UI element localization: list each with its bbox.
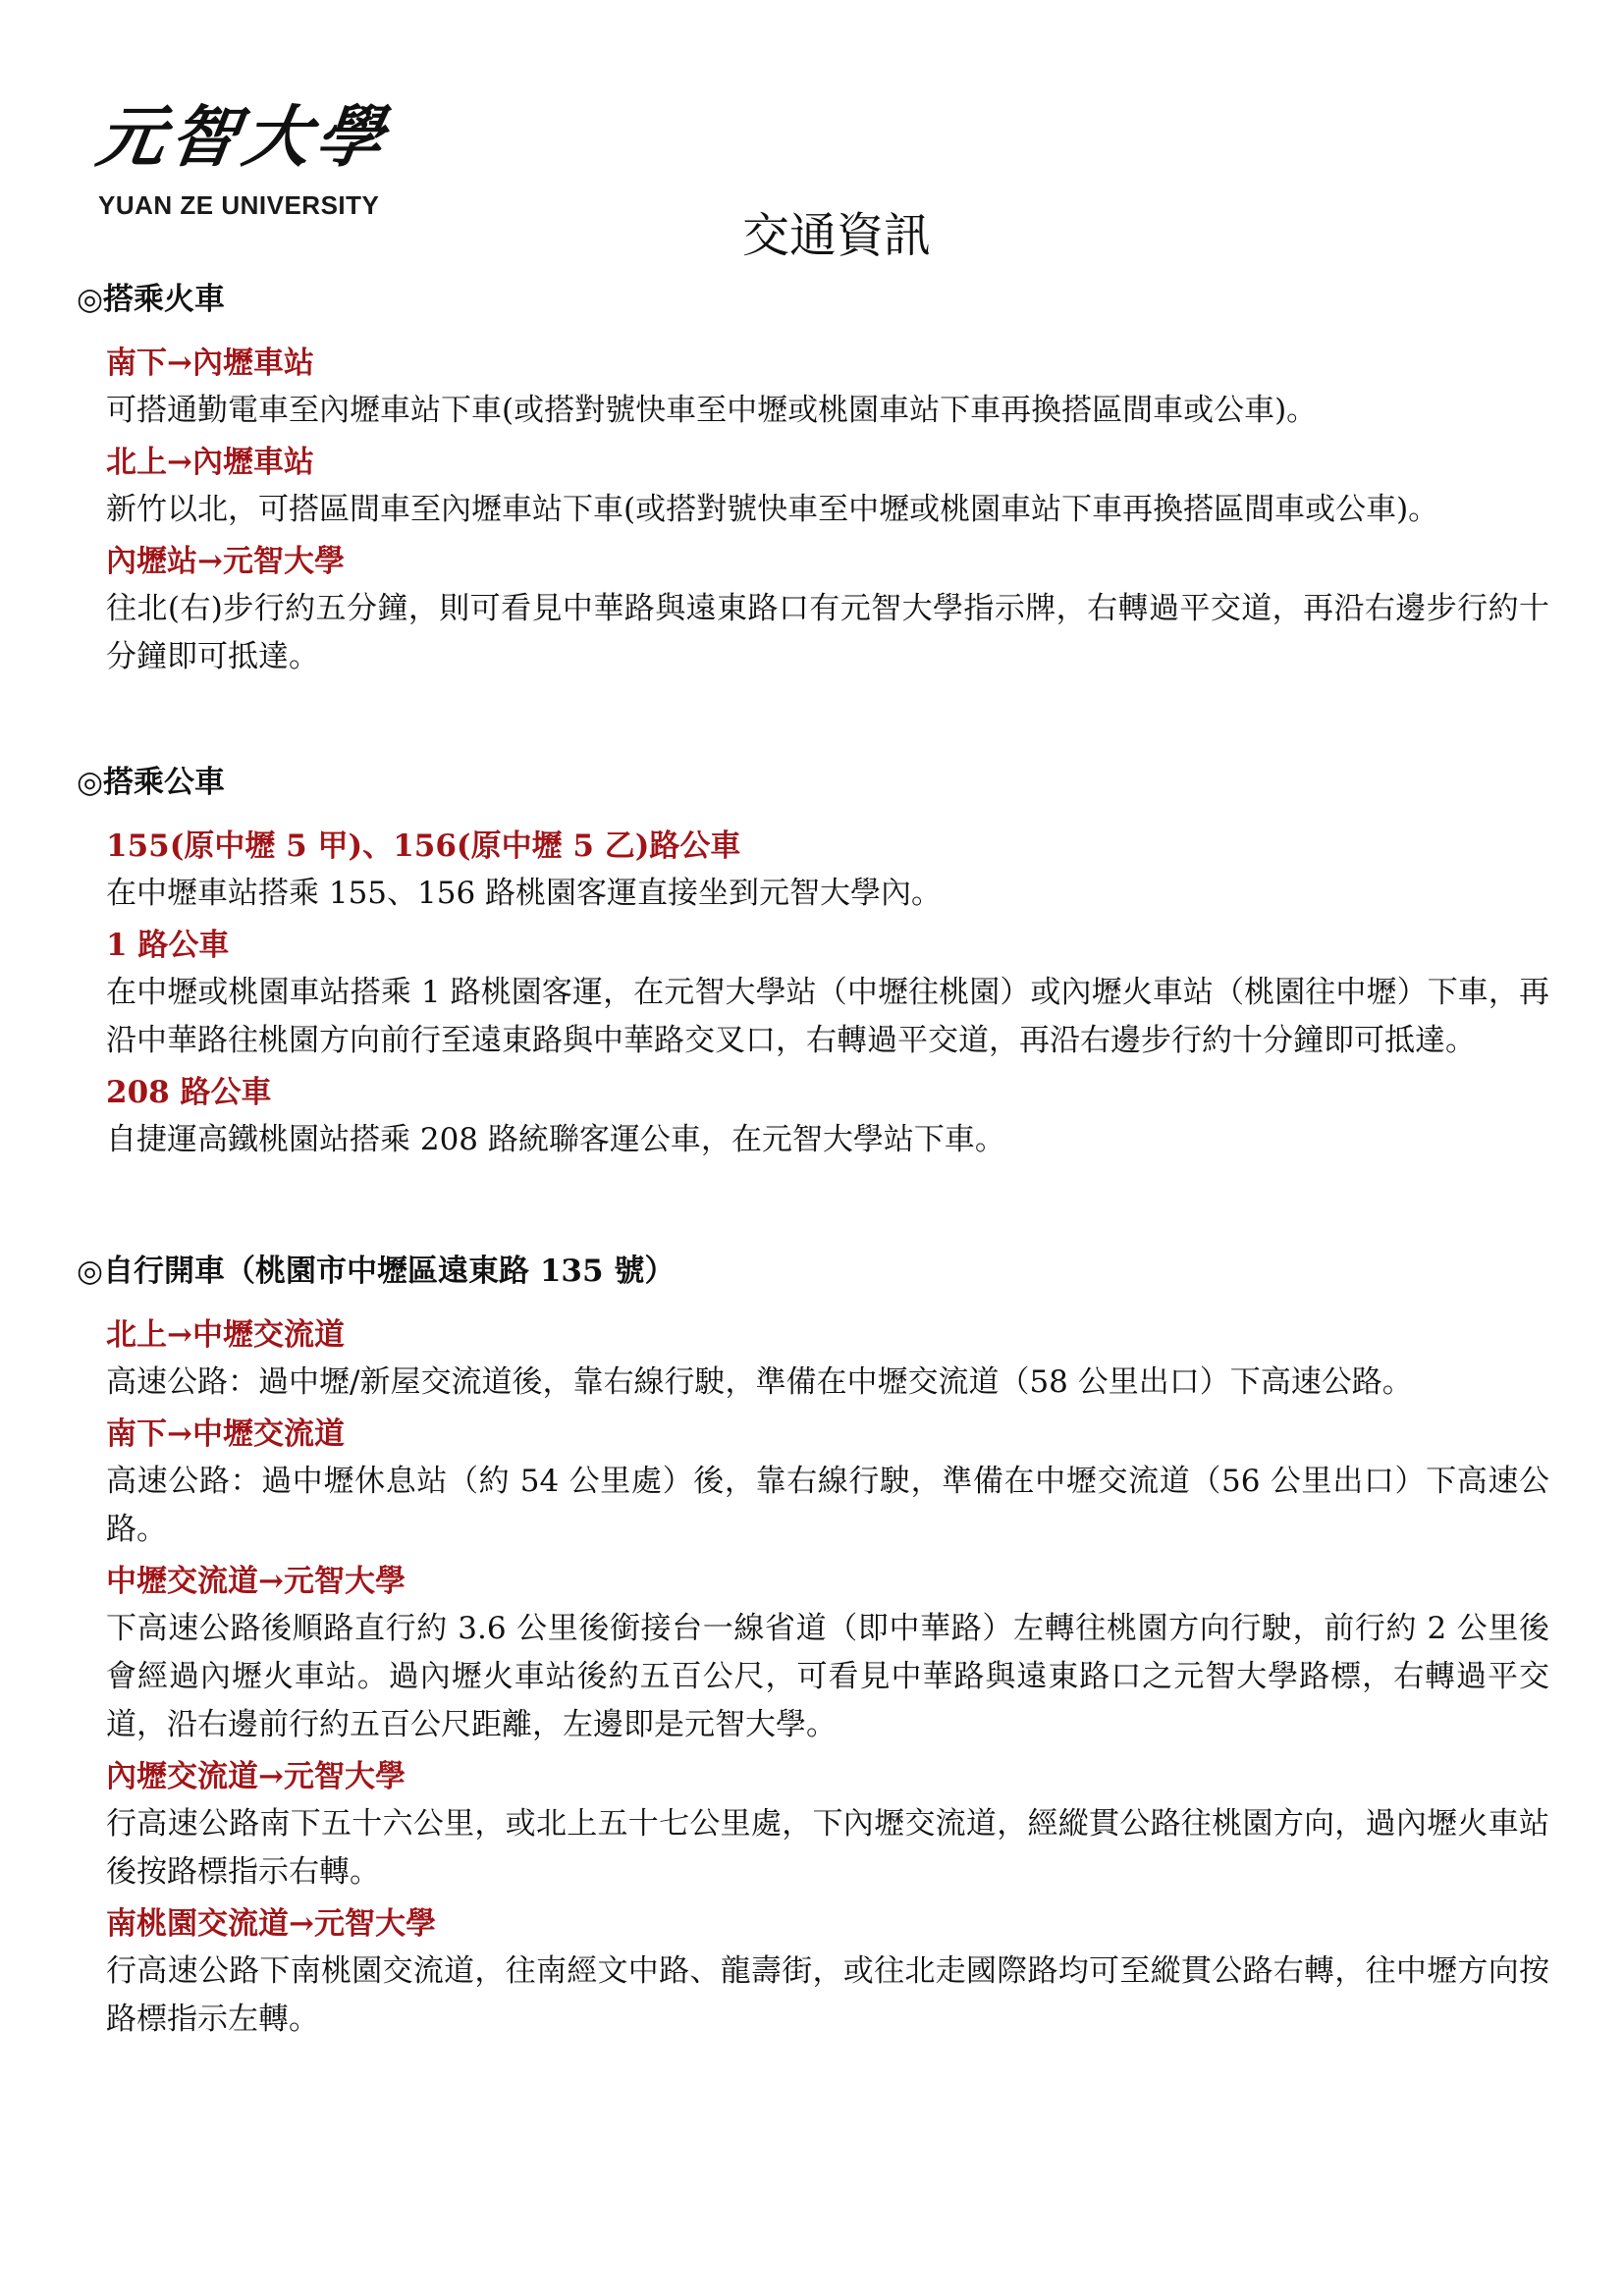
item-heading: 208 路公車 — [106, 1075, 272, 1110]
item-body: 可搭通勤電車至內壢車站下車(或搭對號快車至中壢或桃園車站下車再換搭區間車或公車)。 — [106, 393, 1318, 428]
item-body: 自捷運高鐵桃園站搭乘 208 路統聯客運公車，在元智大學站下車。 — [106, 1122, 1005, 1157]
item-heading: 北上→中壢交流道 — [106, 1317, 345, 1353]
section-title: ◎自行開車（桃園市中壢區遠東路 135 號） — [77, 1254, 676, 1289]
section-title: ◎搭乘公車 — [77, 765, 226, 800]
logo-chinese-name: 元智大學 — [92, 98, 395, 177]
item-body: 在中壢車站搭乘 155、156 路桃園客運直接坐到元智大學內。 — [106, 876, 943, 911]
item-body: 在中壢或桃園車站搭乘 1 路桃園客運，在元智大學站（中壢往桃園）或內壢火車站（桃園往中壢）下車，再沿中華路往桃園方向前行至遠東路與中華路交叉口，右轉過平交道，再沿右邊步行約十分鐘即可抵達。 — [106, 975, 1549, 1058]
item-heading: 北上→內壢車站 — [106, 445, 314, 480]
item-heading: 南下→內壢車站 — [106, 346, 314, 381]
item-body: 新竹以北，可搭區間車至內壢車站下車(或搭對號快車至中壢或桃園車站下車再換搭區間車或公車)。 — [106, 492, 1439, 527]
section-items — [77, 340, 1549, 681]
section-driving — [77, 1249, 1549, 2048]
item-heading: 內壢交流道→元智大學 — [106, 1759, 406, 1794]
item-body: 行高速公路南下五十六公里，或北上五十七公里處，下內壢交流道，經縱貫公路往桃園方向，過內壢火車站後按路標指示右轉。 — [106, 1806, 1549, 1890]
page-title: 交通資訊 — [741, 208, 931, 263]
item-heading: 南下→中壢交流道 — [106, 1416, 345, 1452]
logo-english-name: YUAN ZE UNIVERSITY — [98, 190, 380, 220]
section-train — [77, 277, 1549, 685]
item-body: 行高速公路下南桃園交流道，往南經文中路、龍壽街，或往北走國際路均可至縱貫公路右轉，往中壢方向按路標指示左轉。 — [106, 1953, 1549, 2037]
item-heading: 155(原中壢 5 甲)、156(原中壢 5 乙)路公車 — [106, 828, 741, 864]
item-heading: 中壢交流道→元智大學 — [106, 1564, 406, 1599]
section-items — [77, 1311, 1549, 2044]
item-heading: 1 路公車 — [106, 928, 230, 963]
item-body: 往北(右)步行約五分鐘，則可看見中華路與遠東路口有元智大學指示牌，右轉過平交道，再沿右邊步行約十分鐘即可抵達。 — [106, 591, 1549, 674]
item-body: 高速公路：過中壢休息站（約 54 公里處）後，靠右線行駛，準備在中壢交流道（56 公里出口）下高速公路。 — [106, 1464, 1549, 1547]
item-heading: 南桃園交流道→元智大學 — [106, 1906, 436, 1942]
section-bus — [77, 760, 1549, 1168]
item-heading: 內壢站→元智大學 — [106, 544, 345, 579]
section-title: ◎搭乘火車 — [77, 282, 226, 317]
item-body: 高速公路：過中壢/新屋交流道後，靠右線行駛，準備在中壢交流道（58 公里出口）下高速公路。 — [106, 1364, 1413, 1400]
item-body: 下高速公路後順路直行約 3.6 公里後銜接台一線省道（即中華路）左轉往桃園方向行駛，前行約 2 公里後會經過內壢火車站。過內壢火車站後約五百公尺，可看見中華路與遠東路口之元智大學路標，右轉過平交道，沿右邊前行約五百公尺距離，左邊即是元智大學。 — [106, 1611, 1549, 1742]
section-items — [77, 823, 1549, 1164]
